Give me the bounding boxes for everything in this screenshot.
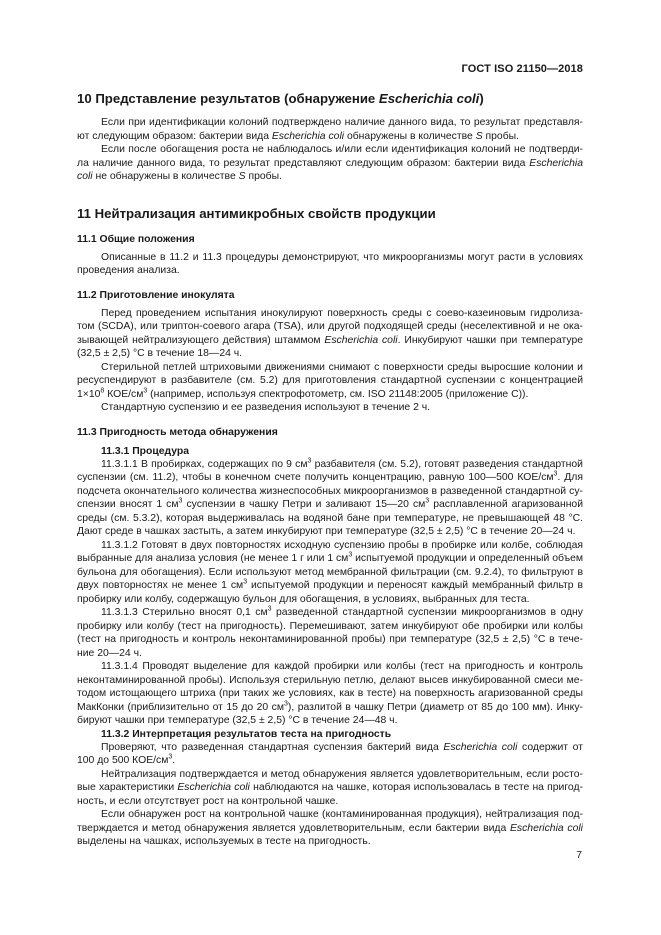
paragraph-11-3-1-4: 11.3.1.4 Проводят выделение для каждой пробирки или колбы (тест на пригодность и контроль неконтаминированной пробы). Используя стерильную петлю, делают высев инкубированной смеси ме-тодом истощающего штриха (при таких же условиях, как в тесте) на поверхность агаризованной среды МакКонки (приблизительно от 15 до 20 $см^3$), разлитой в чашку Петри (диаметр от 85 до 100 мм). Инку-бируют чашки при температуре (32,5 ± 2,5) °С в течение 24—48 ч. xyxy=(77,661,583,726)
section-11-2-heading: 11.2 Приготовление инокулята xyxy=(77,289,235,301)
paragraph-11-3-1-3: 11.3.1.3 Стерильно вносят 0,1 $см^3$ разведенной стандартной суспензии микроорганизмов в одну пробирку или колбу (тест на пригодность). Перемешивают, затем инкубируют обе пробирки или колбы (тест на пригодность и контроль неконтаминированной пробы) при температуре (32,5 ± 2,5) °С в тече-ние 20—24 ч. xyxy=(77,605,583,659)
section-11-3-1-heading: 11.3.1 Процедура xyxy=(101,445,190,457)
document-header: ГОСТ ISO 21150—2018 xyxy=(461,63,583,75)
page-number: 7 xyxy=(576,850,582,861)
section-10-paragraph-1: Если при идентификации колоний подтверждено наличие данного вида, то результат представля-ют следующим образом: бактерии вида Escherichia coli обнаружены в количестве S пробы. xyxy=(77,117,583,142)
section-11-2-paragraph-1: Перед проведением испытания инокулируют поверхность среды с соево-казеиновым гидролиза-том (SCDA), или триптон-соевого агара (TSA), или другой подходящей среды (неселективной и не ока-зывающей нейтрализующего действия) штаммом Escherichia coli. Инкубируют чашки при температуре (32,5 ± 2,5) °С в течение 18—24 ч. xyxy=(77,307,584,359)
section-10-paragraph-2: Если после обогащения роста не наблюдалось и/или если идентификация колоний не подтверди-ла наличие данного вида, то результат представляют следующим образом: бактерии вида Escherichia coli не обнаружены в количестве S пробы. xyxy=(77,144,583,182)
section-11-2-paragraph-3: Стандартную суспензию и ее разведения используют в течение 2 ч. xyxy=(101,402,431,413)
section-11-2-paragraph-2: Стерильной петлей штриховыми движениями снимают с поверхности среды выросшие колонии и ресуспендируют в разбавителе (см. 5.2) для приготовления стандартной суспензии с концентрацией $1\times 10^8$ КОЕ/$см^3$ (например, используя спектрофотометр, см. ISO 21148:2005 (приложение С)). xyxy=(77,361,583,400)
section-11-1-heading: 11.1 Общие положения xyxy=(77,233,195,245)
paragraph-11-3-2-3: Если обнаружен рост на контрольной чашке (контаминированная продукция), нейтрализация под-тверждается и метод обнаружения является удовлетворительным, если бактерии вида Escherichia coli выделены на чашках, используемых в тесте на пригодность. xyxy=(77,809,583,847)
paragraph-11-3-2-1: Проверяют, что разведенная стандартная суспензия бактерий вида Escherichia coli содержит от 100 до 500 КОЕ/$см^3$. xyxy=(77,741,583,766)
section-11-heading: 11 Нейтрализация антимикробных свойств продукции xyxy=(77,205,436,221)
paragraph-11-3-2-2: Нейтрализация подтверждается и метод обнаружения является удовлетворительным, если росто-вые характеристики Escherichia coli наблюдаются на чашке, которая использовалась в тесте на пригод-ность, и если отсутствует рост на контрольной чашке. xyxy=(77,768,584,807)
section-10-heading: 10 Представление результатов (обнаружение Escherichia coli) xyxy=(77,91,484,106)
document-body xyxy=(77,91,583,849)
paragraph-11-3-1-1: 11.3.1.1 В пробирках, содержащих по 9 $см^3$ разбавителя (см. 5.2), готовят разведения стандартной суспензии (см. 11.2), чтобы в конечном счете получить концентрацию, равную 100—500 КОЕ/$см^3$. Для подсчета окончательного количества жизнеспособных микроорганизмов в разведенной стандартной су-спензии вносят 1 $см^3$ суспензии в чашку Петри и заливают 15—20 $см^3$ расплавленной агаризованной среды (см. 5.3.2), которая выдерживалась на водяной бане при температуре, не превышающей 48 °С. Дают среде в чашках застыть, а затем инкубируют при температуре (32,5 ± 2,5) °С в течение 20—24 ч. xyxy=(77,457,584,537)
section-11-3-heading: 11.3 Пригодность метода обнаружения xyxy=(77,426,278,438)
paragraph-11-3-1-2: 11.3.1.2 Готовят в двух повторностях исходную суспензию пробы в пробирке или колбе, соблюдая выбранные для анализа условия (не менее 1 г или 1 $см^3$ испытуемой продукции и определенный объем бульона для обогащения). Если используют метод мембранной фильтрации (см. 9.2.4), то фильтруют в двух повторностях не менее 1 $см^3$ испытуемой продукции и переносят каждый мембранный фильтр в пробирку или колбу, содержащую бульон для обогащения, в условиях, выбранных для теста. xyxy=(77,539,583,605)
section-11-1-paragraph: Описанные в 11.2 и 11.3 процедуры демонстрируют, что микроорганизмы могут расти в условиях проведения анализа. xyxy=(77,251,583,276)
section-11-3-2-heading: 11.3.2 Интерпретация результатов теста на пригодность xyxy=(101,728,392,740)
